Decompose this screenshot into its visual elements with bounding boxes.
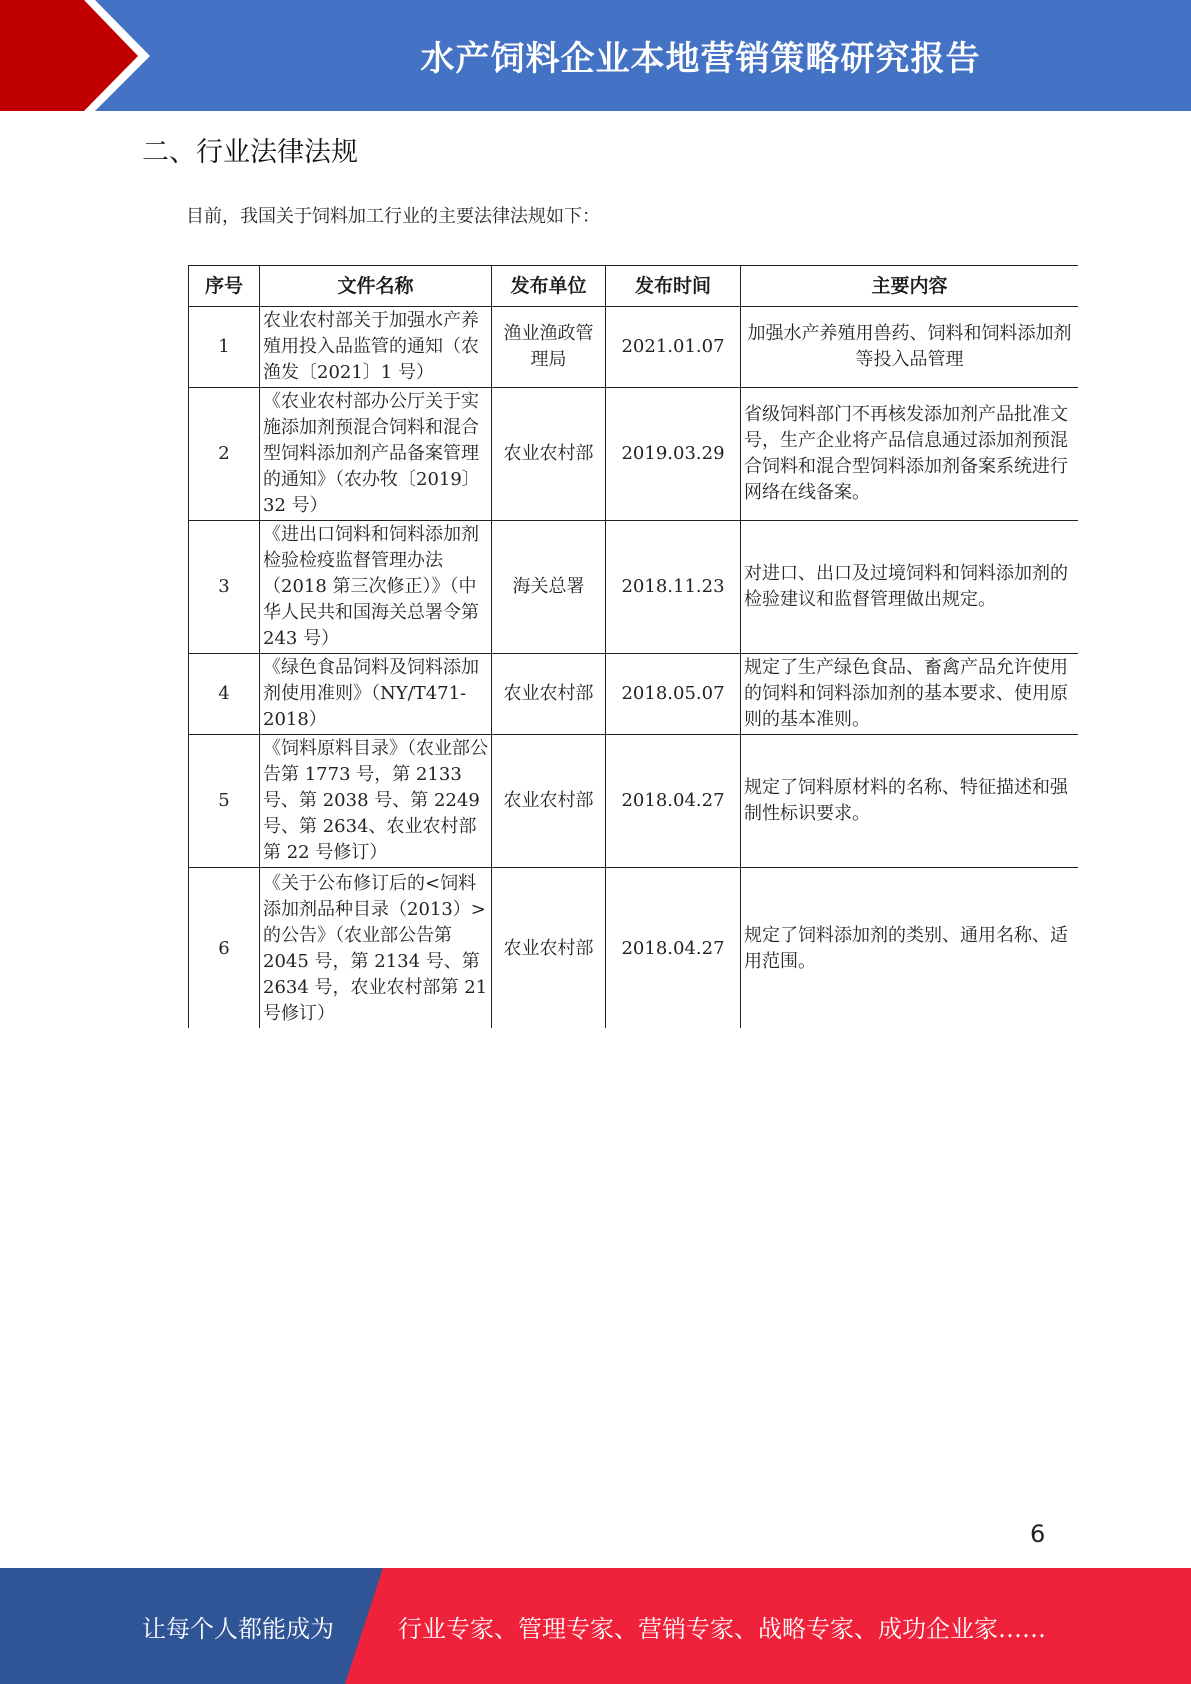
table-row	[189, 654, 1079, 735]
cell-no: 3	[189, 521, 260, 654]
header-name: 文件名称	[260, 266, 492, 307]
page-number: 6	[1030, 1520, 1046, 1548]
footer-slogan-right: 行业专家、管理专家、营销专家、战略专家、成功企业家……	[398, 1614, 1046, 1643]
cell-content: 对进口、出口及过境饲料和饲料添加剂的检验建议和监督管理做出规定。	[741, 521, 1079, 654]
footer-slogan-left: 让每个人都能成为	[142, 1614, 334, 1643]
page-header	[0, 0, 1191, 111]
cell-name: 《绿色食品饲料及饲料添加剂使用准则》（NY/T471-2018）	[260, 654, 492, 735]
cell-name: 《农业农村部办公厅关于实施添加剂预混合饲料和混合型饲料添加剂产品备案管理的通知》（农办牧〔2019〕32 号）	[260, 388, 492, 521]
header-content: 主要内容	[741, 266, 1079, 307]
section-title: 二、行业法律法规	[142, 137, 358, 168]
cell-issuer: 农业农村部	[492, 868, 606, 1029]
header-no: 序号	[189, 266, 260, 307]
header-arrow-decoration	[0, 0, 160, 111]
cell-content: 规定了饲料原材料的名称、特征描述和强制性标识要求。	[741, 735, 1079, 868]
cell-date: 2021.01.07	[606, 307, 741, 388]
cell-content: 规定了生产绿色食品、畜禽产品允许使用的饲料和饲料添加剂的基本要求、使用原则的基本准则。	[741, 654, 1079, 735]
cell-date: 2018.04.27	[606, 868, 741, 1029]
header-issuer: 发布单位	[492, 266, 606, 307]
cell-no: 5	[189, 735, 260, 868]
cell-date: 2018.11.23	[606, 521, 741, 654]
regulations-table	[188, 265, 1078, 1028]
header-date: 发布时间	[606, 266, 741, 307]
cell-date: 2019.03.29	[606, 388, 741, 521]
cell-issuer: 农业农村部	[492, 388, 606, 521]
cell-issuer: 农业农村部	[492, 654, 606, 735]
cell-name: 《关于公布修订后的<饲料添加剂品种目录（2013）>的公告》（农业部公告第 2045 号，第 2134 号、第 2634 号，农业农村部第 21 号修订）	[260, 868, 492, 1029]
regulations-table-container	[188, 265, 1078, 1028]
table-row	[189, 735, 1079, 868]
cell-issuer: 农业农村部	[492, 735, 606, 868]
cell-no: 4	[189, 654, 260, 735]
cell-content: 规定了饲料添加剂的类别、通用名称、适用范围。	[741, 868, 1079, 1029]
cell-name: 农业农村部关于加强水产养殖用投入品监管的通知（农渔发〔2021〕1 号）	[260, 307, 492, 388]
cell-date: 2018.04.27	[606, 735, 741, 868]
cell-content: 加强水产养殖用兽药、饲料和饲料添加剂等投入品管理	[741, 307, 1079, 388]
intro-paragraph: 目前，我国关于饲料加工行业的主要法律法规如下：	[186, 206, 600, 227]
table-header-row	[189, 266, 1079, 307]
cell-issuer: 海关总署	[492, 521, 606, 654]
cell-name: 《进出口饲料和饲料添加剂检验检疫监督管理办法（2018 第三次修正）》（中华人民共和国海关总署令第 243 号）	[260, 521, 492, 654]
cell-date: 2018.05.07	[606, 654, 741, 735]
cell-no: 6	[189, 868, 260, 1029]
table-row	[189, 307, 1079, 388]
table-row	[189, 868, 1079, 1029]
cell-issuer: 渔业渔政管理局	[492, 307, 606, 388]
table-row	[189, 388, 1079, 521]
cell-content: 省级饲料部门不再核发添加剂产品批准文号，生产企业将产品信息通过添加剂预混合饲料和混合型饲料添加剂备案系统进行网络在线备案。	[741, 388, 1079, 521]
report-title: 水产饲料企业本地营销策略研究报告	[420, 39, 981, 79]
cell-name: 《饲料原料目录》（农业部公告第 1773 号，第 2133 号、第 2038 号、第 2249 号、第 2634、农业农村部第 22 号修订）	[260, 735, 492, 868]
cell-no: 1	[189, 307, 260, 388]
table-row	[189, 521, 1079, 654]
page-footer	[0, 1568, 1191, 1684]
cell-no: 2	[189, 388, 260, 521]
